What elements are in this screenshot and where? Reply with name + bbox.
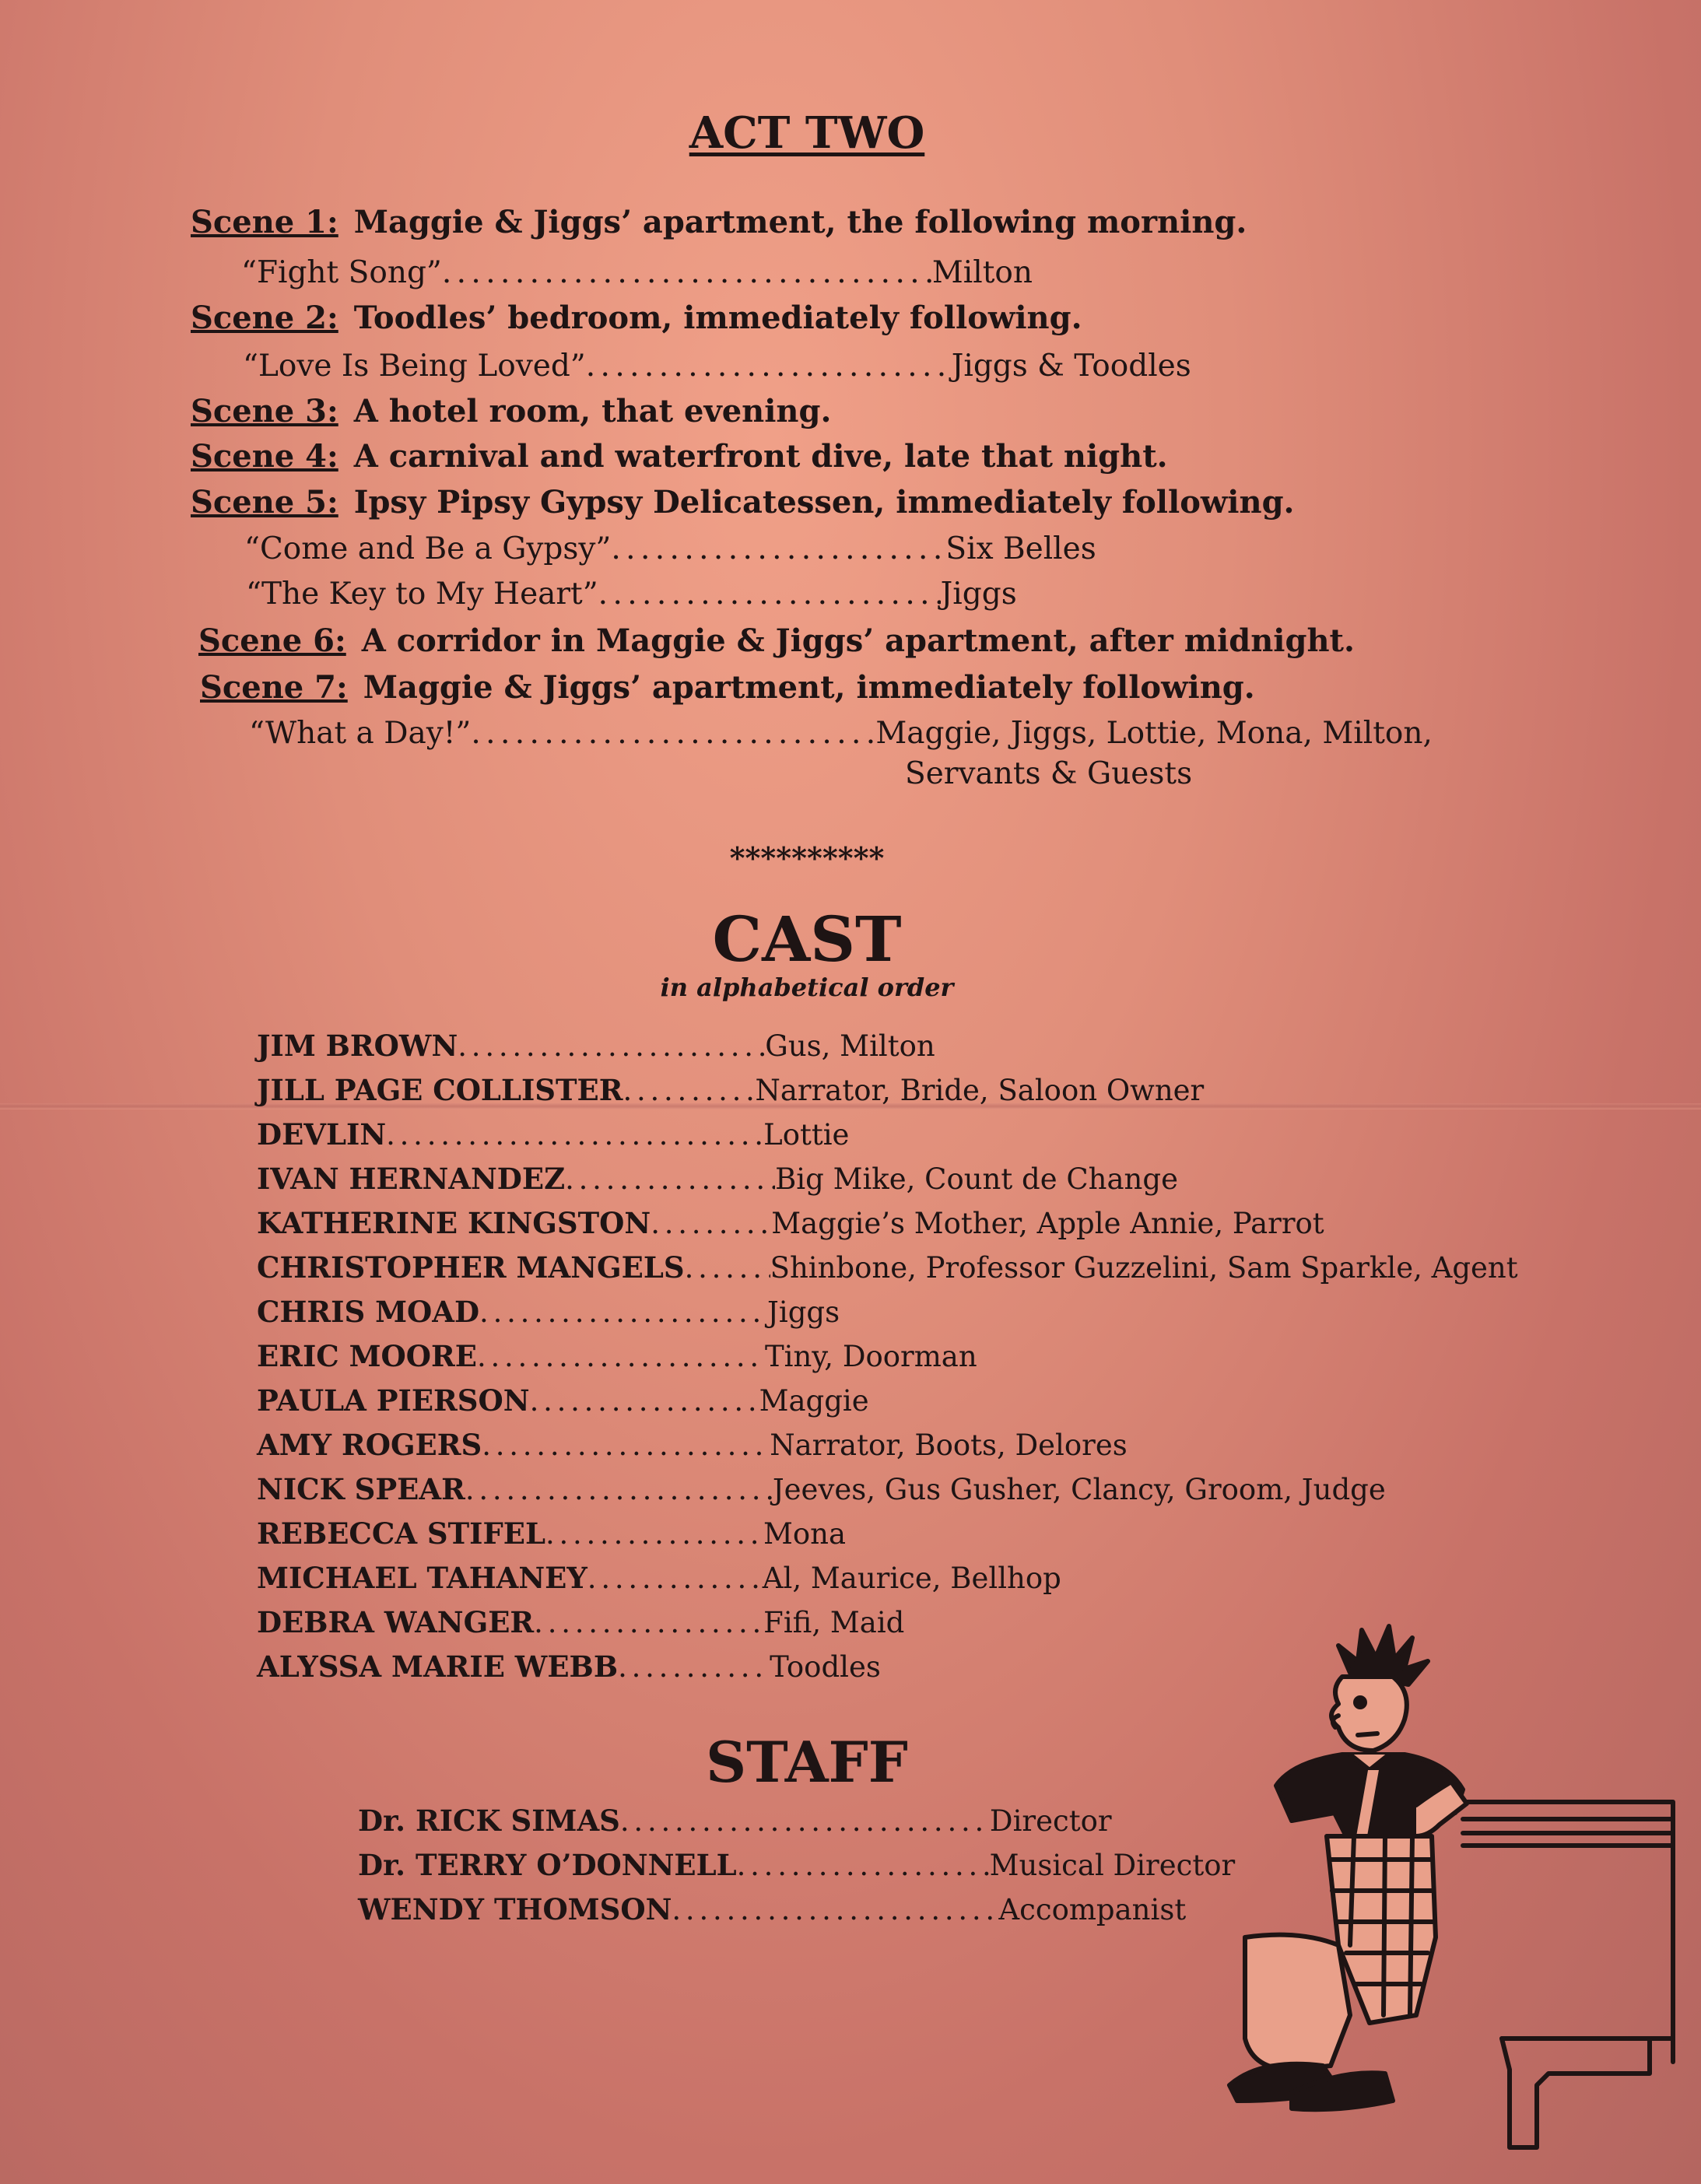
song-title: “Love Is Being Loved” <box>243 349 586 384</box>
scene-description: Toodles’ bedroom, immediately following. <box>353 300 1082 336</box>
cast-row <box>257 1117 849 1152</box>
actor-name: MICHAEL TAHANEY <box>257 1561 587 1595</box>
staff-role: Accompanist <box>998 1893 1187 1926</box>
scene-3 <box>191 393 831 429</box>
cast-row <box>257 1428 1128 1462</box>
song-performers-continued: Servants & Guests <box>905 756 1193 791</box>
scene-label: Scene 6: <box>198 622 346 659</box>
cast-row <box>257 1383 869 1418</box>
leader-dots <box>465 1473 773 1506</box>
cast-row <box>257 1649 881 1684</box>
section-separator: ********** <box>729 840 885 875</box>
scene-description: A hotel room, that evening. <box>353 393 832 429</box>
song-title: “Come and Be a Gypsy” <box>244 531 612 566</box>
staff-name: Dr. RICK SIMAS <box>358 1804 620 1838</box>
song-title: “What a Day!” <box>249 716 472 751</box>
song-title: “Fight Song” <box>241 255 442 290</box>
scene-description: Maggie & Jiggs’ apartment, immediately following. <box>363 669 1255 706</box>
actor-name: DEBRA WANGER <box>257 1605 535 1639</box>
actor-name: JILL PAGE COLLISTER <box>257 1073 623 1107</box>
leader-dots <box>477 1340 765 1373</box>
actor-name: ALYSSA MARIE WEBB <box>257 1649 619 1684</box>
scene-description: Maggie & Jiggs’ apartment, the following morning. <box>353 204 1247 240</box>
character-roles: Fifi, Maid <box>763 1606 905 1639</box>
actor-name: CHRIS MOAD <box>257 1295 480 1329</box>
character-roles: Big Mike, Count de Change <box>775 1162 1178 1196</box>
song-performers: Milton <box>931 255 1033 290</box>
leader-dots <box>611 531 945 566</box>
scene-label: Scene 7: <box>200 669 348 706</box>
leader-dots <box>587 1562 763 1595</box>
actor-name: KATHERINE KINGSTON <box>257 1206 651 1240</box>
actor-name: PAULA PIERSON <box>257 1383 530 1418</box>
scene-7 <box>200 669 1255 706</box>
staff-row <box>358 1892 1186 1926</box>
staff-name: Dr. TERRY O’DONNELL <box>358 1848 737 1882</box>
scene-description: A corridor in Maggie & Jiggs’ apartment, after midnight. <box>361 622 1355 659</box>
cast-row <box>257 1250 1518 1285</box>
song-row <box>249 716 1433 751</box>
leader-dots <box>458 1029 765 1063</box>
character-roles: Shinbone, Professor Guzzelini, Sam Sparkle, Agent <box>770 1251 1518 1285</box>
scene-6 <box>198 622 1355 659</box>
character-roles: Lottie <box>763 1118 850 1152</box>
leader-dots <box>545 1517 763 1551</box>
leader-dots <box>620 1804 990 1838</box>
cast-row <box>257 1162 1178 1196</box>
character-roles: Narrator, Bride, Saloon Owner <box>755 1074 1205 1107</box>
leader-dots <box>598 577 941 612</box>
leader-dots <box>737 1849 990 1882</box>
leader-dots <box>442 255 932 290</box>
act-title: ACT TWO <box>689 107 925 159</box>
actor-name: REBECCA STIFEL <box>257 1516 545 1551</box>
actor-name: AMY ROGERS <box>257 1428 482 1462</box>
leader-dots <box>651 1207 771 1240</box>
character-roles: Jiggs <box>767 1295 840 1329</box>
song-performers: Six Belles <box>945 531 1096 566</box>
leader-dots <box>672 1893 998 1926</box>
cast-row <box>257 1561 1061 1595</box>
scene-5 <box>191 484 1294 521</box>
scene-1 <box>191 204 1247 240</box>
leader-dots <box>565 1162 775 1196</box>
song-performers: Jiggs & Toodles <box>951 349 1191 384</box>
scene-description: Ipsy Pipsy Gypsy Delicatessen, immediately following. <box>353 484 1295 521</box>
song-row <box>244 531 1096 566</box>
leader-dots <box>618 1650 770 1684</box>
leader-dots <box>534 1606 763 1639</box>
character-roles: Jeeves, Gus Gusher, Clancy, Groom, Judge <box>772 1473 1386 1506</box>
leader-dots <box>586 349 952 384</box>
song-row <box>241 255 1033 290</box>
leader-dots <box>386 1118 763 1152</box>
cast-row <box>257 1206 1324 1240</box>
scene-label: Scene 4: <box>191 438 338 475</box>
scene-label: Scene 1: <box>191 204 338 240</box>
actor-name: IVAN HERNANDEZ <box>257 1162 566 1196</box>
song-performers: Jiggs <box>940 577 1017 612</box>
leader-dots <box>482 1429 770 1462</box>
cast-subtitle: in alphabetical order <box>660 973 954 1002</box>
scene-2 <box>191 300 1082 336</box>
leader-dots <box>479 1295 767 1329</box>
character-roles: Al, Maurice, Bellhop <box>762 1562 1061 1595</box>
cast-row <box>257 1295 840 1329</box>
staff-row <box>358 1804 1112 1838</box>
staff-role: Director <box>989 1804 1112 1838</box>
leader-dots <box>623 1074 755 1107</box>
character-roles: Toodles <box>770 1650 881 1684</box>
staff-name: WENDY THOMSON <box>358 1892 672 1926</box>
scene-label: Scene 2: <box>191 300 338 336</box>
scene-4 <box>191 438 1168 475</box>
song-title: “The Key to My Heart” <box>246 577 598 612</box>
staff-title: STAFF <box>706 1729 908 1795</box>
scene-label: Scene 5: <box>191 484 338 521</box>
character-roles: Mona <box>763 1517 847 1551</box>
cast-row <box>257 1339 977 1373</box>
character-roles: Narrator, Boots, Delores <box>770 1429 1128 1462</box>
scene-description: A carnival and waterfront dive, late that night. <box>353 438 1168 475</box>
song-row <box>246 577 1017 612</box>
actor-name: CHRISTOPHER MANGELS <box>257 1250 685 1285</box>
character-roles: Maggie’s Mother, Apple Annie, Parrot <box>771 1207 1324 1240</box>
cast-row <box>257 1516 846 1551</box>
character-roles: Tiny, Doorman <box>764 1340 977 1373</box>
actor-name: ERIC MOORE <box>257 1339 477 1373</box>
cast-title: CAST <box>712 903 902 976</box>
cast-row <box>257 1073 1204 1107</box>
song-performers: Maggie, Jiggs, Lottie, Mona, Milton, <box>875 716 1433 751</box>
leader-dots <box>685 1251 770 1285</box>
cast-row <box>257 1029 935 1063</box>
character-roles: Maggie <box>759 1384 869 1418</box>
actor-name: JIM BROWN <box>257 1029 458 1063</box>
staff-row <box>358 1848 1235 1882</box>
cast-row <box>257 1605 904 1639</box>
actor-name: DEVLIN <box>257 1117 387 1152</box>
scene-label: Scene 3: <box>191 393 338 429</box>
cast-row <box>257 1472 1386 1506</box>
song-row <box>243 349 1191 384</box>
jiggs-cartoon-illustration <box>1183 1603 1681 2163</box>
character-roles: Gus, Milton <box>765 1029 935 1063</box>
actor-name: NICK SPEAR <box>257 1472 465 1506</box>
leader-dots <box>471 716 875 751</box>
staff-role: Musical Director <box>989 1849 1236 1882</box>
leader-dots <box>530 1384 759 1418</box>
